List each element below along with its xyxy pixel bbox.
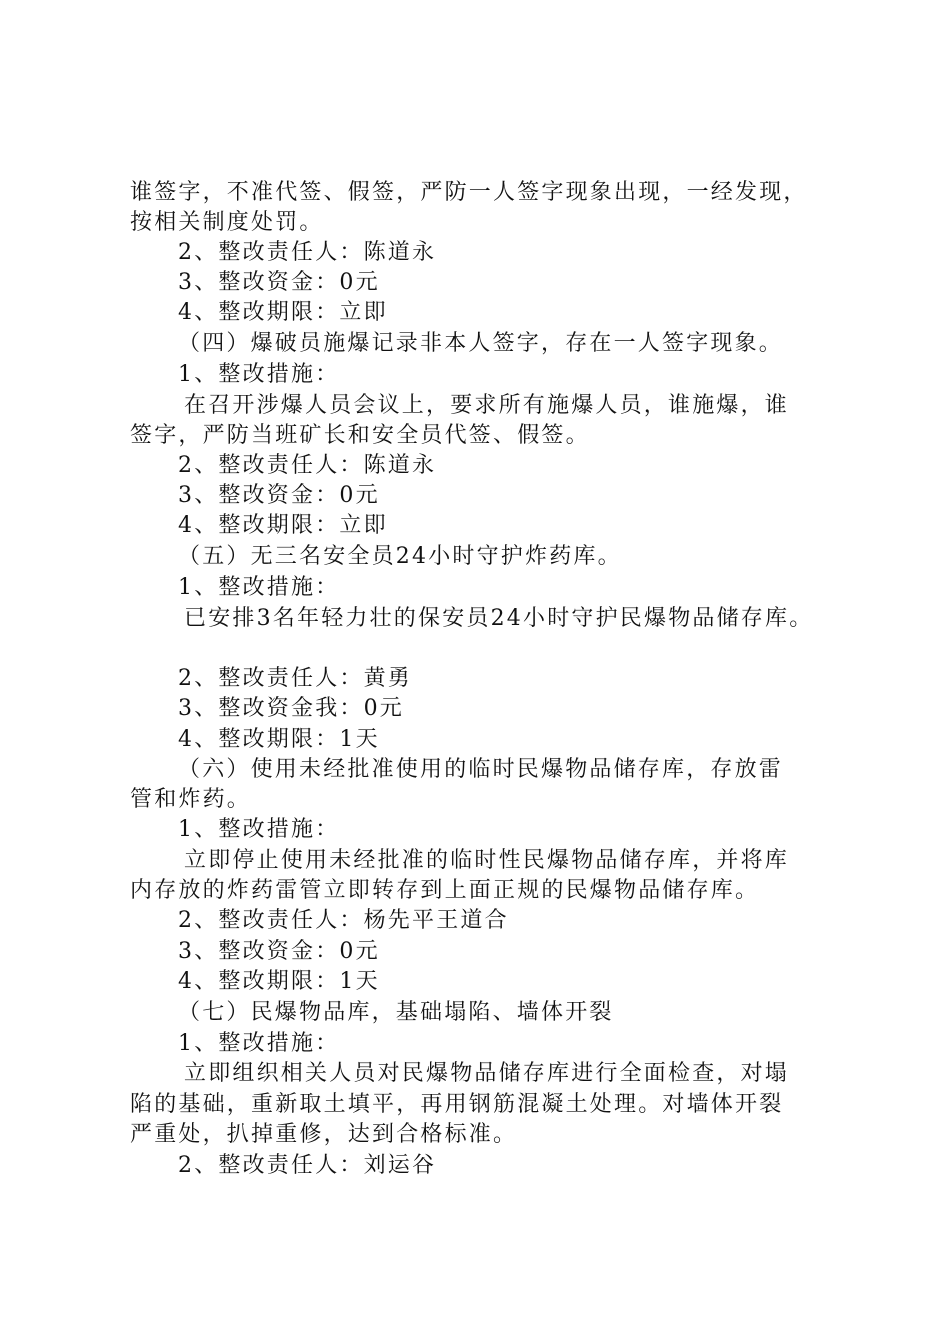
paragraph-line: 4、整改期限：立即 (178, 513, 388, 538)
paragraph-line: 3、整改资金我：0元 (178, 696, 404, 721)
paragraph-line: 1、整改措施： (178, 1031, 340, 1056)
paragraph-line: 已安排3名年轻力壮的保安员24小时守护民爆物品储存库。 (184, 606, 814, 631)
section-heading: （六）使用未经批准使用的临时民爆物品储存库，存放雷 (178, 757, 784, 782)
paragraph-line: 严重处，扒掉重修，达到合格标准。 (130, 1122, 518, 1147)
paragraph-line: 3、整改资金：0元 (178, 270, 380, 295)
section-heading: （四）爆破员施爆记录非本人签字，存在一人签字现象。 (178, 331, 784, 356)
paragraph-line: 1、整改措施： (178, 362, 340, 387)
paragraph-line: 在召开涉爆人员会议上，要求所有施爆人员，谁施爆，谁 (184, 393, 790, 418)
paragraph-line: 2、整改责任人：陈道永 (178, 240, 437, 265)
paragraph-line: 3、整改资金：0元 (178, 939, 380, 964)
paragraph-line: 立即停止使用未经批准的临时性民爆物品储存库，并将库 (184, 848, 790, 873)
paragraph-line: 1、整改措施： (178, 817, 340, 842)
paragraph-line: 陷的基础，重新取土填平，再用钢筋混凝土处理。对墙体开裂 (130, 1092, 784, 1117)
paragraph-line: 立即组织相关人员对民爆物品储存库进行全面检查，对塌 (184, 1061, 790, 1086)
paragraph-line: 2、整改责任人：陈道永 (178, 453, 437, 478)
paragraph-line: 签字，严防当班矿长和安全员代签、假签。 (130, 423, 590, 448)
paragraph-line: 内存放的炸药雷管立即转存到上面正规的民爆物品储存库。 (130, 878, 760, 903)
paragraph-line: 管和炸药。 (130, 787, 252, 812)
paragraph-line: 2、整改责任人：刘运谷 (178, 1153, 437, 1178)
paragraph-line: 按相关制度处罚。 (130, 210, 324, 235)
section-heading: （七）民爆物品库，基础塌陷、墙体开裂 (178, 1000, 614, 1025)
paragraph-line: 4、整改期限：1天 (178, 969, 380, 994)
paragraph-line: 2、整改责任人：黄勇 (178, 666, 412, 691)
paragraph-line: 2、整改责任人：杨先平王道合 (178, 908, 509, 933)
section-heading: （五）无三名安全员24小时守护炸药库。 (178, 544, 622, 569)
paragraph-line: 3、整改资金：0元 (178, 483, 380, 508)
paragraph-line: 1、整改措施： (178, 575, 340, 600)
paragraph-line: 4、整改期限：1天 (178, 727, 380, 752)
paragraph-line: 谁签字，不准代签、假签，严防一人签字现象出现，一经发现， (130, 180, 808, 205)
paragraph-line: 4、整改期限：立即 (178, 300, 388, 325)
